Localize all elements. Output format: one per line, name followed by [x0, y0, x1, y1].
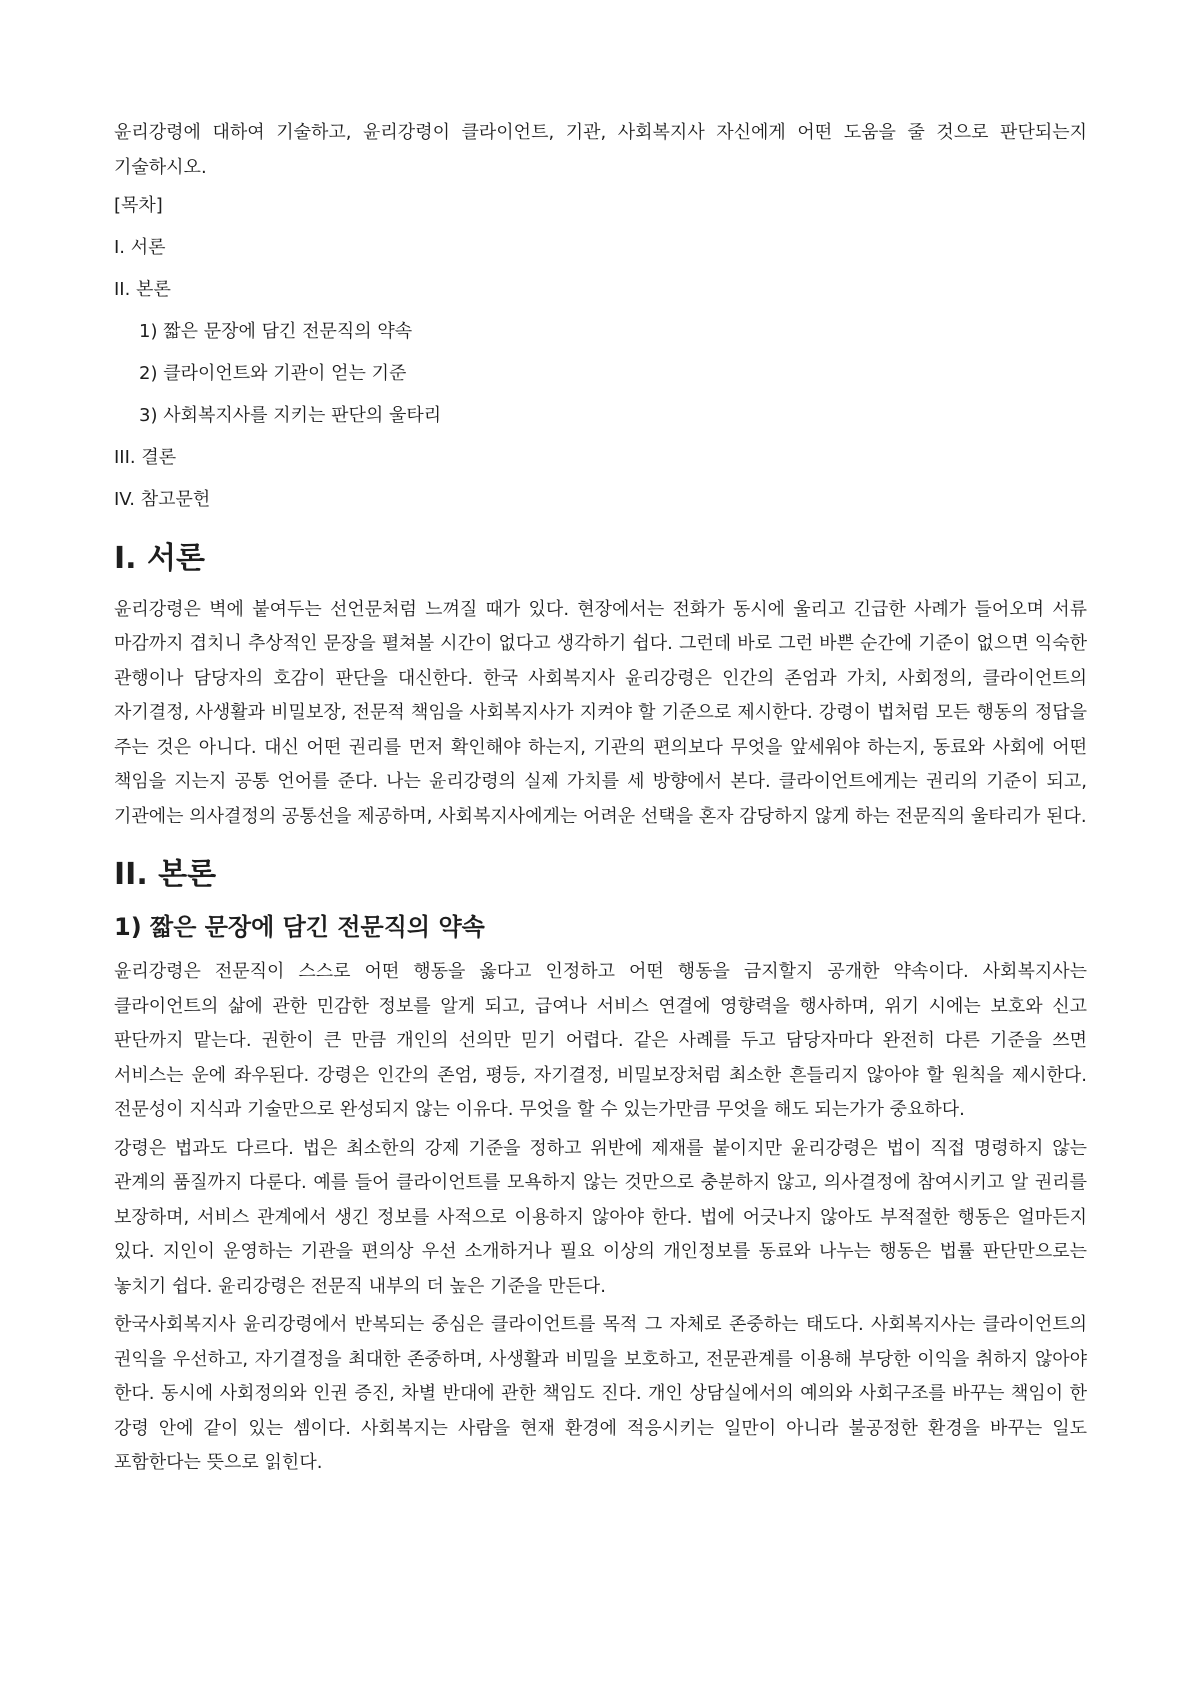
body-paragraph: 한국사회복지사 윤리강령에서 반복되는 중심은 클라이언트를 목적 그 자체로 존중하는 태도다. 사회복지사는 클라이언트의 권익을 우선하고, 자기결정을 최대한 존중하며, 사생활과 비밀을 보호하고, 전문관계를 이용해 부당한 이익을 취하지 않아야 한다. 동시에 사회정의와 인권 증진, 차별 반대에 관한 책임도 진다. 개인 상담실에서의 예의와 사회구조를 바꾸는 책임이 한 강령 안에 같이 있는 셈이다. 사회복지는 사람을 현재 환경에 적응시키는 일만이 아니라 불공정한 환경을 바꾸는 일도 포함한다는 뜻으로 읽힌다.: [114, 1314, 1087, 1473]
toc-item: I. 서론: [114, 237, 166, 258]
body-paragraph: 강령은 법과도 다르다. 법은 최소한의 강제 기준을 정하고 위반에 제재를 붙이지만 윤리강령은 법이 직접 명령하지 않는 관계의 품질까지 다룬다. 예를 들어 클라이언트를 모욕하지 않는 것만으로 충분하지 않고, 의사결정에 참여시키고 알 권리를 보장하며, 서비스 관계에서 생긴 정보를 사적으로 이용하지 않아야 한다. 법에 어긋나지 않아도 부적절한 행동은 얼마든지 있다. 지인이 운영하는 기관을 편의상 우선 소개하거나 필요 이상의 개인정보를 동료와 나누는 행동은 법률 판단만으로는 놓치기 쉽다. 윤리강령은 전문직 내부의 더 높은 기준을 만든다.: [114, 1137, 1087, 1297]
question-text: 윤리강령에 대하여 기술하고, 윤리강령이 클라이언트, 기관, 사회복지사 자신에게 어떤 도움을 줄 것으로 판단되는지 기술하시오.: [114, 122, 1087, 178]
table-of-contents: [114, 231, 1087, 518]
toc-item: III. 결론: [114, 447, 177, 468]
subsection-heading-1: 1) 짧은 문장에 담긴 전문직의 약속: [114, 913, 485, 941]
subsection-1-body: [114, 955, 1087, 1481]
toc-title: [목차]: [114, 195, 163, 216]
section-heading-introduction: I. 서론: [114, 540, 205, 576]
toc-item: 2) 클라이언트와 기관이 얻는 기준: [139, 363, 407, 384]
body-paragraph: 윤리강령은 전문직이 스스로 어떤 행동을 옳다고 인정하고 어떤 행동을 금지할지 공개한 약속이다. 사회복지사는 클라이언트의 삶에 관한 민감한 정보를 알게 되고, 급여나 서비스 연결에 영향력을 행사하며, 위기 시에는 보호와 신고 판단까지 맡는다. 권한이 큰 만큼 개인의 선의만 믿기 어렵다. 같은 사례를 두고 담당자마다 완전히 다른 기준을 쓰면 서비스는 운에 좌우된다. 강령은 인간의 존엄, 평등, 자기결정, 비밀보장처럼 최소한 흔들리지 않아야 할 원칙을 제시한다. 전문성이 지식과 기술만으로 완성되지 않는 이유다. 무엇을 할 수 있는가만큼 무엇을 해도 되는가가 중요하다.: [114, 961, 1087, 1120]
toc-item: 1) 짧은 문장에 담긴 전문직의 약속: [139, 321, 413, 342]
section-heading-body: II. 본론: [114, 857, 217, 892]
toc-item: II. 본론: [114, 279, 171, 300]
toc-item: 3) 사회복지사를 지키는 판단의 울타리: [139, 405, 442, 426]
document-page: [114, 116, 1087, 1485]
introduction-paragraph: 윤리강령은 벽에 붙여두는 선언문처럼 느껴질 때가 있다. 현장에서는 전화가 동시에 울리고 긴급한 사례가 들어오며 서류 마감까지 겹치니 추상적인 문장을 펼쳐볼 시간이 없다고 생각하기 쉽다. 그런데 바로 그런 바쁜 순간에 기준이 없으면 익숙한 관행이나 담당자의 호감이 판단을 대신한다. 한국 사회복지사 윤리강령은 인간의 존엄과 가치, 사회정의, 클라이언트의 자기결정, 사생활과 비밀보장, 전문적 책임을 사회복지사가 지켜야 할 기준으로 제시한다. 강령이 법처럼 모든 행동의 정답을 주는 것은 아니다. 대신 어떤 권리를 먼저 확인해야 하는지, 기관의 편의보다 무엇을 앞세워야 하는지, 동료와 사회에 어떤 책임을 지는지 공통 언어를 준다. 나는 윤리강령의 실제 가치를 세 방향에서 본다. 클라이언트에게는 권리의 기준이 되고, 기관에는 의사결정의 공통선을 제공하며, 사회복지사에게는 어려운 선택을 혼자 감당하지 않게 하는 전문직의 울타리가 된다.: [114, 598, 1087, 827]
toc-item: IV. 참고문헌: [114, 489, 211, 510]
